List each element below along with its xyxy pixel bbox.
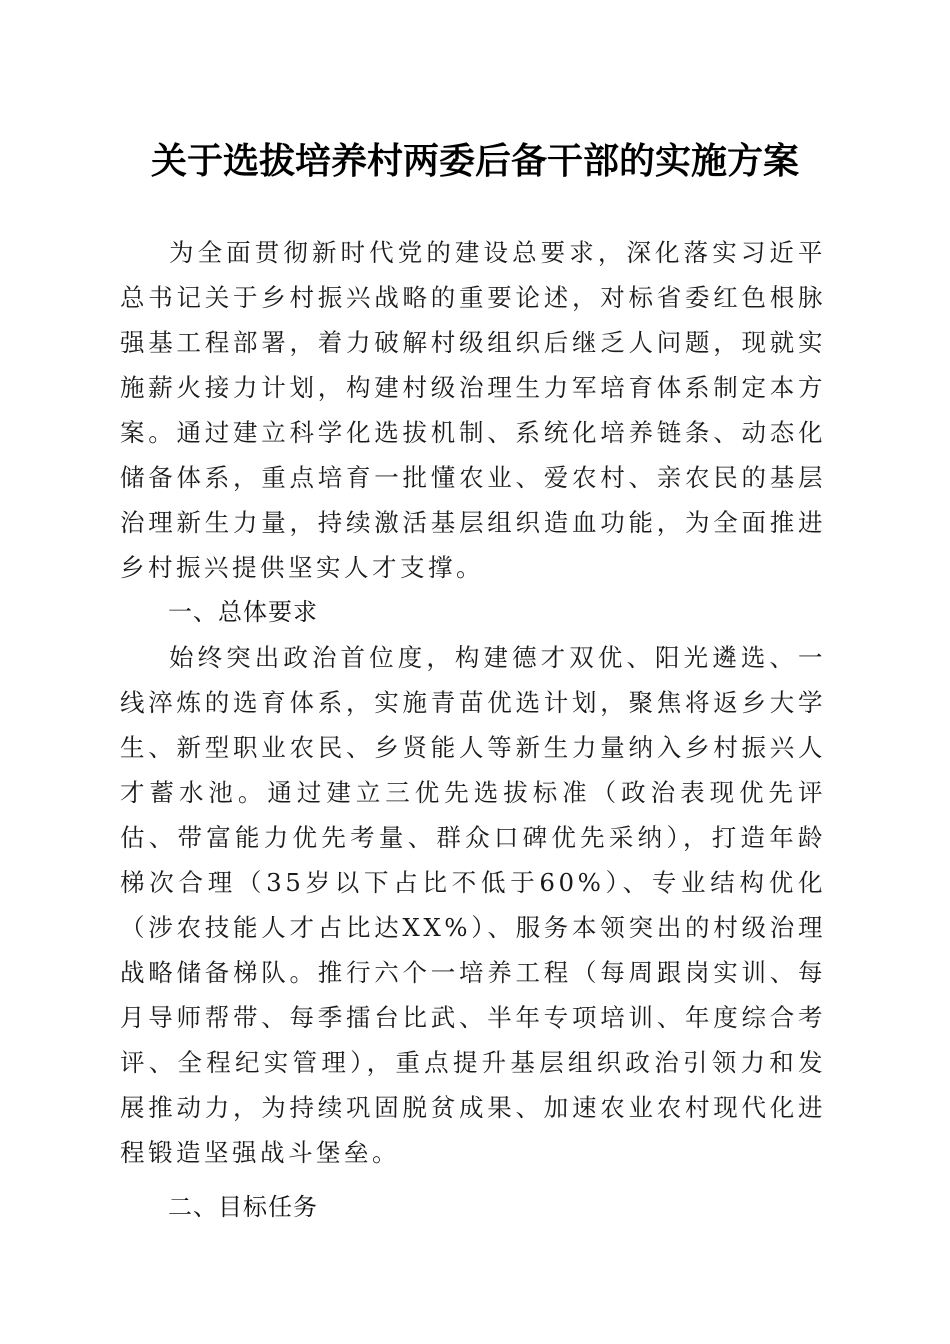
section-paragraph-overall-requirements: 始终突出政治首位度，构建德才双优、阳光遴选、一线淬炼的选育体系，实施青苗优选计划，聚焦将返乡大学生、新型职业农民、乡贤能人等新生力量纳入乡村振兴人才蓄水池。通过建立三优先选拔标准（政治表现优先评估、带富能力优先考量、群众口碑优先采纳），打造年龄梯次合理（35岁以下占比不低于60%）、专业结构优化（涉农技能人才占比达XX%）、服务本领突出的村级治理战略储备梯队。推行六个一培养工程（每周跟岗实训、每月导师帮带、每季擂台比武、半年专项培训、年度综合考评、全程纪实管理），重点提升基层组织政治引领力和发展推动力，为持续巩固脱贫成果、加速农业农村现代化进程锻造坚强战斗堡垒。 (120, 643, 826, 1167)
section-heading-goals-tasks: 二、目标任务 (168, 1193, 318, 1221)
document-title: 关于选拔培养村两委后备干部的实施方案 (150, 140, 799, 182)
section-heading-overall-requirements: 一、总体要求 (168, 598, 318, 626)
intro-paragraph: 为全面贯彻新时代党的建设总要求，深化落实习近平总书记关于乡村振兴战略的重要论述，对标省委红色根脉强基工程部署，着力破解村级组织后继乏人问题，现就实施薪火接力计划，构建村级治理生力军培育体系制定本方案。通过建立科学化选拔机制、系统化培养链条、动态化储备体系，重点培育一批懂农业、爱农村、亲农民的基层治理新生力量，持续激活基层组织造血功能，为全面推进乡村振兴提供坚实人才支撑。 (120, 238, 826, 582)
document-body (120, 230, 826, 1230)
